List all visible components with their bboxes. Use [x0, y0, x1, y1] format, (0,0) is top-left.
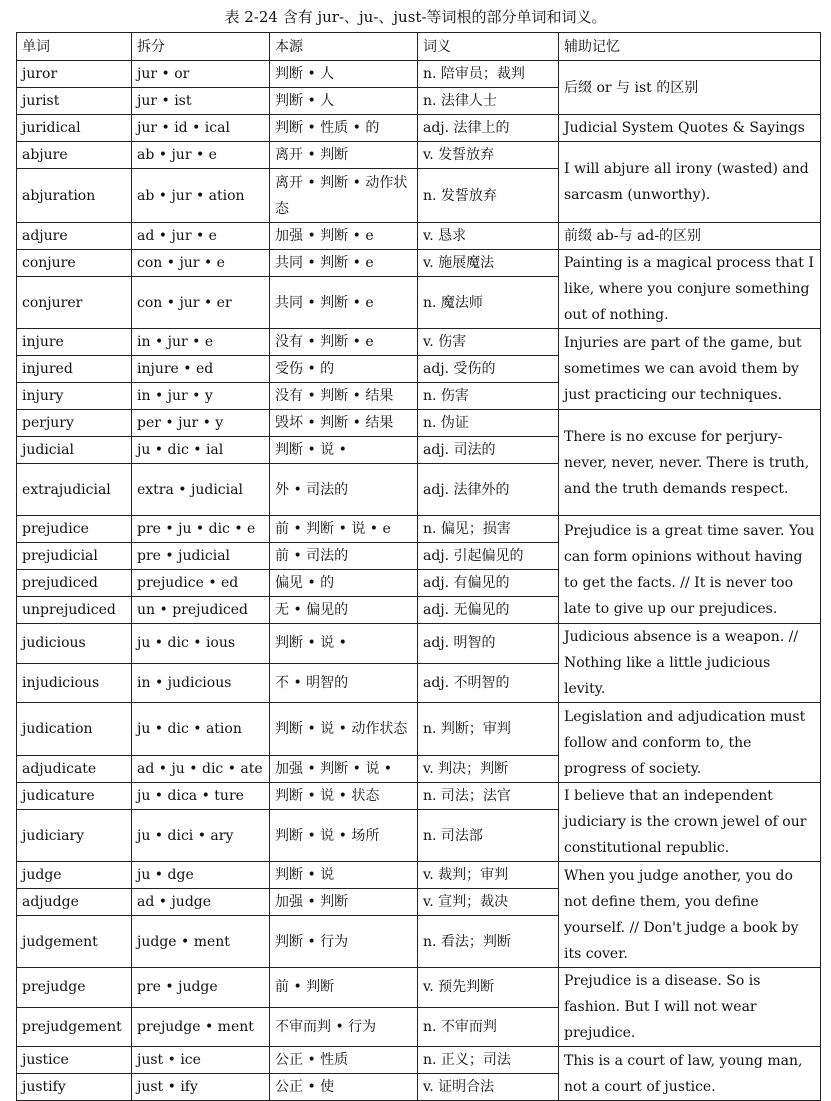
- origin-cell: 没有 • 判断 • e: [270, 329, 418, 356]
- meaning-cell: n. 看法；判断: [418, 916, 559, 968]
- table-row: [17, 142, 821, 169]
- word-cell: injury: [17, 383, 132, 410]
- origin-cell: 判断 • 说: [270, 862, 418, 889]
- word-cell: unprejudiced: [17, 597, 132, 624]
- memory-aid-cell: This is a court of law, young man, not a court of justice.: [559, 1047, 821, 1101]
- split-cell: prejudge • ment: [132, 1007, 270, 1047]
- table-row: [17, 624, 821, 664]
- origin-cell: 判断 • 说 •: [270, 437, 418, 464]
- split-cell: ju • dica • ture: [132, 783, 270, 810]
- word-cell: judicious: [17, 624, 132, 664]
- word-cell: justice: [17, 1047, 132, 1074]
- memory-aid-cell: When you judge another, you do not define them, you define yourself. // Don't judge a book by its cover.: [559, 862, 821, 968]
- word-cell: conjurer: [17, 277, 132, 329]
- split-cell: con • jur • e: [132, 250, 270, 277]
- word-cell: judicial: [17, 437, 132, 464]
- word-cell: adjure: [17, 223, 132, 250]
- word-cell: justify: [17, 1074, 132, 1101]
- word-cell: judge: [17, 862, 132, 889]
- table-row: [17, 968, 821, 1008]
- origin-cell: 偏见 • 的: [270, 570, 418, 597]
- origin-cell: 毁坏 • 判断 • 结果: [270, 410, 418, 437]
- meaning-cell: n. 陪审员；裁判: [418, 61, 559, 88]
- split-cell: ju • dic • ial: [132, 437, 270, 464]
- split-cell: ad • ju • dic • ate: [132, 756, 270, 783]
- word-cell: judicature: [17, 783, 132, 810]
- origin-cell: 没有 • 判断 • 结果: [270, 383, 418, 410]
- origin-cell: 前 • 司法的: [270, 543, 418, 570]
- meaning-cell: v. 证明合法: [418, 1074, 559, 1101]
- header-word: 单词: [17, 33, 132, 61]
- split-cell: jur • ist: [132, 88, 270, 115]
- meaning-cell: n. 司法；法官: [418, 783, 559, 810]
- table-row: [17, 862, 821, 889]
- origin-cell: 无 • 偏见的: [270, 597, 418, 624]
- meaning-cell: n. 魔法师: [418, 277, 559, 329]
- word-cell: judication: [17, 703, 132, 756]
- origin-cell: 公正 • 使: [270, 1074, 418, 1101]
- meaning-cell: v. 判决；判断: [418, 756, 559, 783]
- word-cell: prejudgement: [17, 1007, 132, 1047]
- split-cell: judge • ment: [132, 916, 270, 968]
- split-cell: ab • jur • e: [132, 142, 270, 169]
- word-cell: perjury: [17, 410, 132, 437]
- split-cell: injure • ed: [132, 356, 270, 383]
- memory-aid-cell: Judicious absence is a weapon. // Nothing like a little judicious levity.: [559, 624, 821, 703]
- word-cell: injured: [17, 356, 132, 383]
- word-cell: prejudge: [17, 968, 132, 1008]
- table-row: [17, 516, 821, 543]
- memory-aid-cell: There is no excuse for perjury-never, never, never. There is truth, and the truth demands respect.: [559, 410, 821, 516]
- origin-cell: 前 • 判断: [270, 968, 418, 1008]
- meaning-cell: n. 判断；审判: [418, 703, 559, 756]
- origin-cell: 判断 • 说 • 状态: [270, 783, 418, 810]
- split-cell: ju • dici • ary: [132, 810, 270, 862]
- split-cell: ju • dic • ious: [132, 624, 270, 664]
- meaning-cell: adj. 法律外的: [418, 464, 559, 516]
- split-cell: prejudice • ed: [132, 570, 270, 597]
- table-body: [17, 61, 821, 1101]
- vocabulary-table: [16, 32, 821, 1101]
- word-cell: abjuration: [17, 169, 132, 223]
- origin-cell: 共同 • 判断 • e: [270, 277, 418, 329]
- origin-cell: 判断 • 行为: [270, 916, 418, 968]
- origin-cell: 共同 • 判断 • e: [270, 250, 418, 277]
- word-cell: prejudice: [17, 516, 132, 543]
- meaning-cell: adj. 明智的: [418, 624, 559, 664]
- word-cell: extrajudicial: [17, 464, 132, 516]
- split-cell: in • jur • y: [132, 383, 270, 410]
- meaning-cell: v. 伤害: [418, 329, 559, 356]
- origin-cell: 离开 • 判断 • 动作状态: [270, 169, 418, 223]
- origin-cell: 不审而判 • 行为: [270, 1007, 418, 1047]
- origin-cell: 判断 • 说 • 场所: [270, 810, 418, 862]
- meaning-cell: n. 正义；司法: [418, 1047, 559, 1074]
- table-row: [17, 783, 821, 810]
- split-cell: con • jur • er: [132, 277, 270, 329]
- meaning-cell: n. 伪证: [418, 410, 559, 437]
- origin-cell: 判断 • 人: [270, 88, 418, 115]
- split-cell: ju • dic • ation: [132, 703, 270, 756]
- origin-cell: 判断 • 说 •: [270, 624, 418, 664]
- meaning-cell: v. 预先判断: [418, 968, 559, 1008]
- split-cell: un • prejudiced: [132, 597, 270, 624]
- split-cell: just • ify: [132, 1074, 270, 1101]
- table-row: [17, 115, 821, 142]
- table-row: [17, 61, 821, 88]
- meaning-cell: n. 法律人士: [418, 88, 559, 115]
- memory-aid-cell: I will abjure all irony (wasted) and sarcasm (unworthy).: [559, 142, 821, 223]
- split-cell: ad • judge: [132, 889, 270, 916]
- memory-aid-cell: Painting is a magical process that I like, where you conjure something out of nothing.: [559, 250, 821, 329]
- word-cell: abjure: [17, 142, 132, 169]
- origin-cell: 不 • 明智的: [270, 663, 418, 703]
- header-memory-aid: 辅助记忆: [559, 33, 821, 61]
- word-cell: juridical: [17, 115, 132, 142]
- meaning-cell: n. 司法部: [418, 810, 559, 862]
- origin-cell: 判断 • 人: [270, 61, 418, 88]
- meaning-cell: n. 不审而判: [418, 1007, 559, 1047]
- split-cell: pre • judge: [132, 968, 270, 1008]
- word-cell: injudicious: [17, 663, 132, 703]
- origin-cell: 判断 • 说 • 动作状态: [270, 703, 418, 756]
- meaning-cell: adj. 司法的: [418, 437, 559, 464]
- split-cell: just • ice: [132, 1047, 270, 1074]
- word-cell: adjudicate: [17, 756, 132, 783]
- meaning-cell: adj. 有偏见的: [418, 570, 559, 597]
- split-cell: ju • dge: [132, 862, 270, 889]
- meaning-cell: v. 发誓放弃: [418, 142, 559, 169]
- split-cell: in • judicious: [132, 663, 270, 703]
- word-cell: judiciary: [17, 810, 132, 862]
- meaning-cell: adj. 不明智的: [418, 663, 559, 703]
- table-header-row: [17, 33, 821, 61]
- meaning-cell: n. 发誓放弃: [418, 169, 559, 223]
- table-row: [17, 223, 821, 250]
- meaning-cell: n. 偏见；损害: [418, 516, 559, 543]
- table-row: [17, 1047, 821, 1074]
- meaning-cell: adj. 引起偏见的: [418, 543, 559, 570]
- meaning-cell: adj. 无偏见的: [418, 597, 559, 624]
- table-row: [17, 329, 821, 356]
- origin-cell: 加强 • 判断 • 说 •: [270, 756, 418, 783]
- memory-aid-cell: Prejudice is a great time saver. You can form opinions without having to get the facts. // It is never too late to give up our prejudices.: [559, 516, 821, 624]
- memory-aid-cell: I believe that an independent judiciary is the crown jewel of our constitutional republic.: [559, 783, 821, 862]
- origin-cell: 离开 • 判断: [270, 142, 418, 169]
- word-cell: juror: [17, 61, 132, 88]
- meaning-cell: v. 裁判；审判: [418, 862, 559, 889]
- split-cell: ad • jur • e: [132, 223, 270, 250]
- origin-cell: 判断 • 性质 • 的: [270, 115, 418, 142]
- table-row: [17, 410, 821, 437]
- origin-cell: 加强 • 判断: [270, 889, 418, 916]
- origin-cell: 外 • 司法的: [270, 464, 418, 516]
- split-cell: extra • judicial: [132, 464, 270, 516]
- word-cell: prejudiced: [17, 570, 132, 597]
- table-row: [17, 703, 821, 756]
- word-cell: conjure: [17, 250, 132, 277]
- meaning-cell: adj. 受伤的: [418, 356, 559, 383]
- split-cell: pre • ju • dic • e: [132, 516, 270, 543]
- meaning-cell: v. 恳求: [418, 223, 559, 250]
- memory-aid-cell: 后缀 or 与 ist 的区别: [559, 61, 821, 115]
- word-cell: adjudge: [17, 889, 132, 916]
- table-row: [17, 250, 821, 277]
- origin-cell: 公正 • 性质: [270, 1047, 418, 1074]
- split-cell: ab • jur • ation: [132, 169, 270, 223]
- word-cell: prejudicial: [17, 543, 132, 570]
- word-cell: judgement: [17, 916, 132, 968]
- word-cell: injure: [17, 329, 132, 356]
- memory-aid-cell: Judicial System Quotes & Sayings: [559, 115, 821, 142]
- split-cell: jur • id • ical: [132, 115, 270, 142]
- memory-aid-cell: Injuries are part of the game, but sometimes we can avoid them by just practicing our techniques.: [559, 329, 821, 410]
- origin-cell: 加强 • 判断 • e: [270, 223, 418, 250]
- split-cell: pre • judicial: [132, 543, 270, 570]
- split-cell: per • jur • y: [132, 410, 270, 437]
- memory-aid-cell: 前缀 ab-与 ad-的区别: [559, 223, 821, 250]
- origin-cell: 受伤 • 的: [270, 356, 418, 383]
- meaning-cell: n. 伤害: [418, 383, 559, 410]
- word-cell: jurist: [17, 88, 132, 115]
- table-caption: 表 2-24 含有 jur-、ju-、just-等词根的部分单词和词义。: [224, 8, 607, 26]
- meaning-cell: v. 施展魔法: [418, 250, 559, 277]
- split-cell: in • jur • e: [132, 329, 270, 356]
- header-origin: 本源: [270, 33, 418, 61]
- header-meaning: 词义: [418, 33, 559, 61]
- meaning-cell: adj. 法律上的: [418, 115, 559, 142]
- header-split: 拆分: [132, 33, 270, 61]
- meaning-cell: v. 宣判；裁决: [418, 889, 559, 916]
- memory-aid-cell: Legislation and adjudication must follow and conform to, the progress of society.: [559, 703, 821, 783]
- memory-aid-cell: Prejudice is a disease. So is fashion. But I will not wear prejudice.: [559, 968, 821, 1047]
- origin-cell: 前 • 判断 • 说 • e: [270, 516, 418, 543]
- split-cell: jur • or: [132, 61, 270, 88]
